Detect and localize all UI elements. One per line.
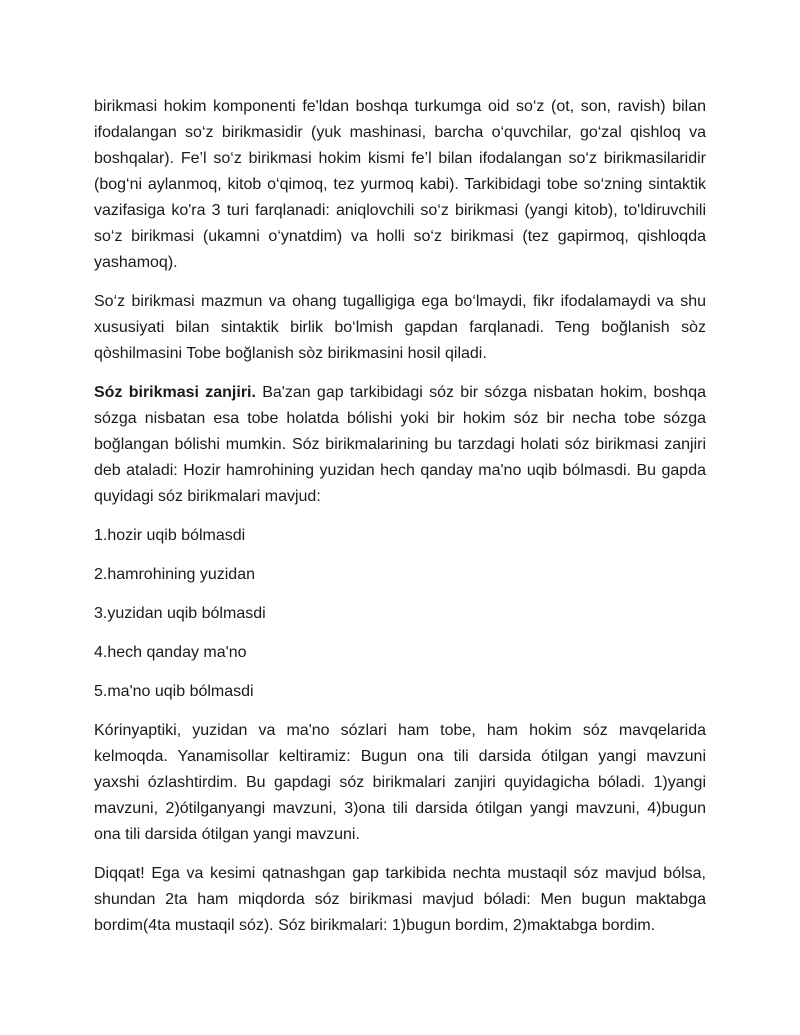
list-item: 2.hamrohining yuzidan <box>94 566 255 583</box>
paragraph-hokim-komponent: birikmasi hokim komponenti fe'ldan boshqa turkumga oid so‘z (ot, son, ravish) bilan ifodalangan so‘z birikmasidir (yuk mashinasi, barcha o‘quvchilar, go‘zal qishloq va boshqalar). Fe’l so‘z birikmasi hokim kismi fe’l bilan ifodalangan so‘z birikmasilaridir (bog‘ni aylanmoq, kitob o‘qimoq, tez yurmoq kabi). Tarkibidagi tobe so‘zning sintaktik vazifasiga ko'ra 3 turi farqlanadi: aniqlovchili so‘z birikmasi (yangi kitob), to'ldiruvchili so‘z birikmasi (ukamni o‘ynatdim) va holli so‘z birikmasi (tez gapirmoq, qishloqda yashamoq). <box>94 98 706 271</box>
paragraph-korinyaptiki: Kórinyaptiki, yuzidan va ma'no sózlari ham tobe, ham hokim sóz mavqelarida kelmoqda. Yanamisollar keltiramiz: Bugun ona tili darsida ótilgan yangi mavzuni yaxshi ózlashtirdim. Bu gapdagi sóz birikmalari zanjiri quyidagicha bóladi. 1)yangi mavzuni, 2)ótilganyangi mavzuni, 3)ona tili darsida ótilgan yangi mavzuni, 4)bugun ona tili darsida ótilgan yangi mavzuni. <box>94 722 706 843</box>
paragraph-diqqat: Diqqat! Ega va kesimi qatnashgan gap tarkibida nechta mustaqil sóz mavjud bólsa, shundan 2ta ham miqdorda sóz birikmasi mavjud bóladi: Men bugun maktabga bordim(4ta mustaqil sóz). Sóz birikmalari: 1)bugun bordim, 2)maktabga bordim. <box>94 865 706 934</box>
paragraph-soz-birikmasi-zanjiri <box>94 380 706 510</box>
list-item: 5.ma'no uqib bólmasdi <box>94 683 254 700</box>
section-heading-soz-birikmasi-zanjiri: Sóz birikmasi zanjiri. <box>94 384 256 401</box>
paragraph-zanjiri-body: Ba'zan gap tarkibidagi sóz bir sózga nisbatan hokim, boshqa sózga nisbatan esa tobe holatda bólishi yoki bir hokim sóz bir necha tobe sózga boğlangan bólishi mumkin. Sóz birikmalarining bu tarzdagi holati sóz birikmasi zanjiri deb ataladi: Hozir hamrohining yuzidan hech qanday ma'no uqib bólmasdi. Bu gapda quyidagi sóz birikmalari mavjud: <box>94 384 706 505</box>
list-item: 1.hozir uqib bólmasdi <box>94 527 246 544</box>
list-item: 4.hech qanday ma'no <box>94 644 247 661</box>
example-list <box>94 523 706 705</box>
paragraph-soz-birikmasi-tugallik: So‘z birikmasi mazmun va ohang tugalligiga ega bo‘lmaydi, fikr ifodalamaydi va shu xususiyati bilan sintaktik birlik bo‘lmish gapdan farqlanadi. Teng boğlanish sòz qòshilmasini Tobe boğlanish sòz birikmasini hosil qiladi. <box>94 293 706 362</box>
list-item: 3.yuzidan uqib bólmasdi <box>94 605 266 622</box>
document-page <box>94 94 706 939</box>
